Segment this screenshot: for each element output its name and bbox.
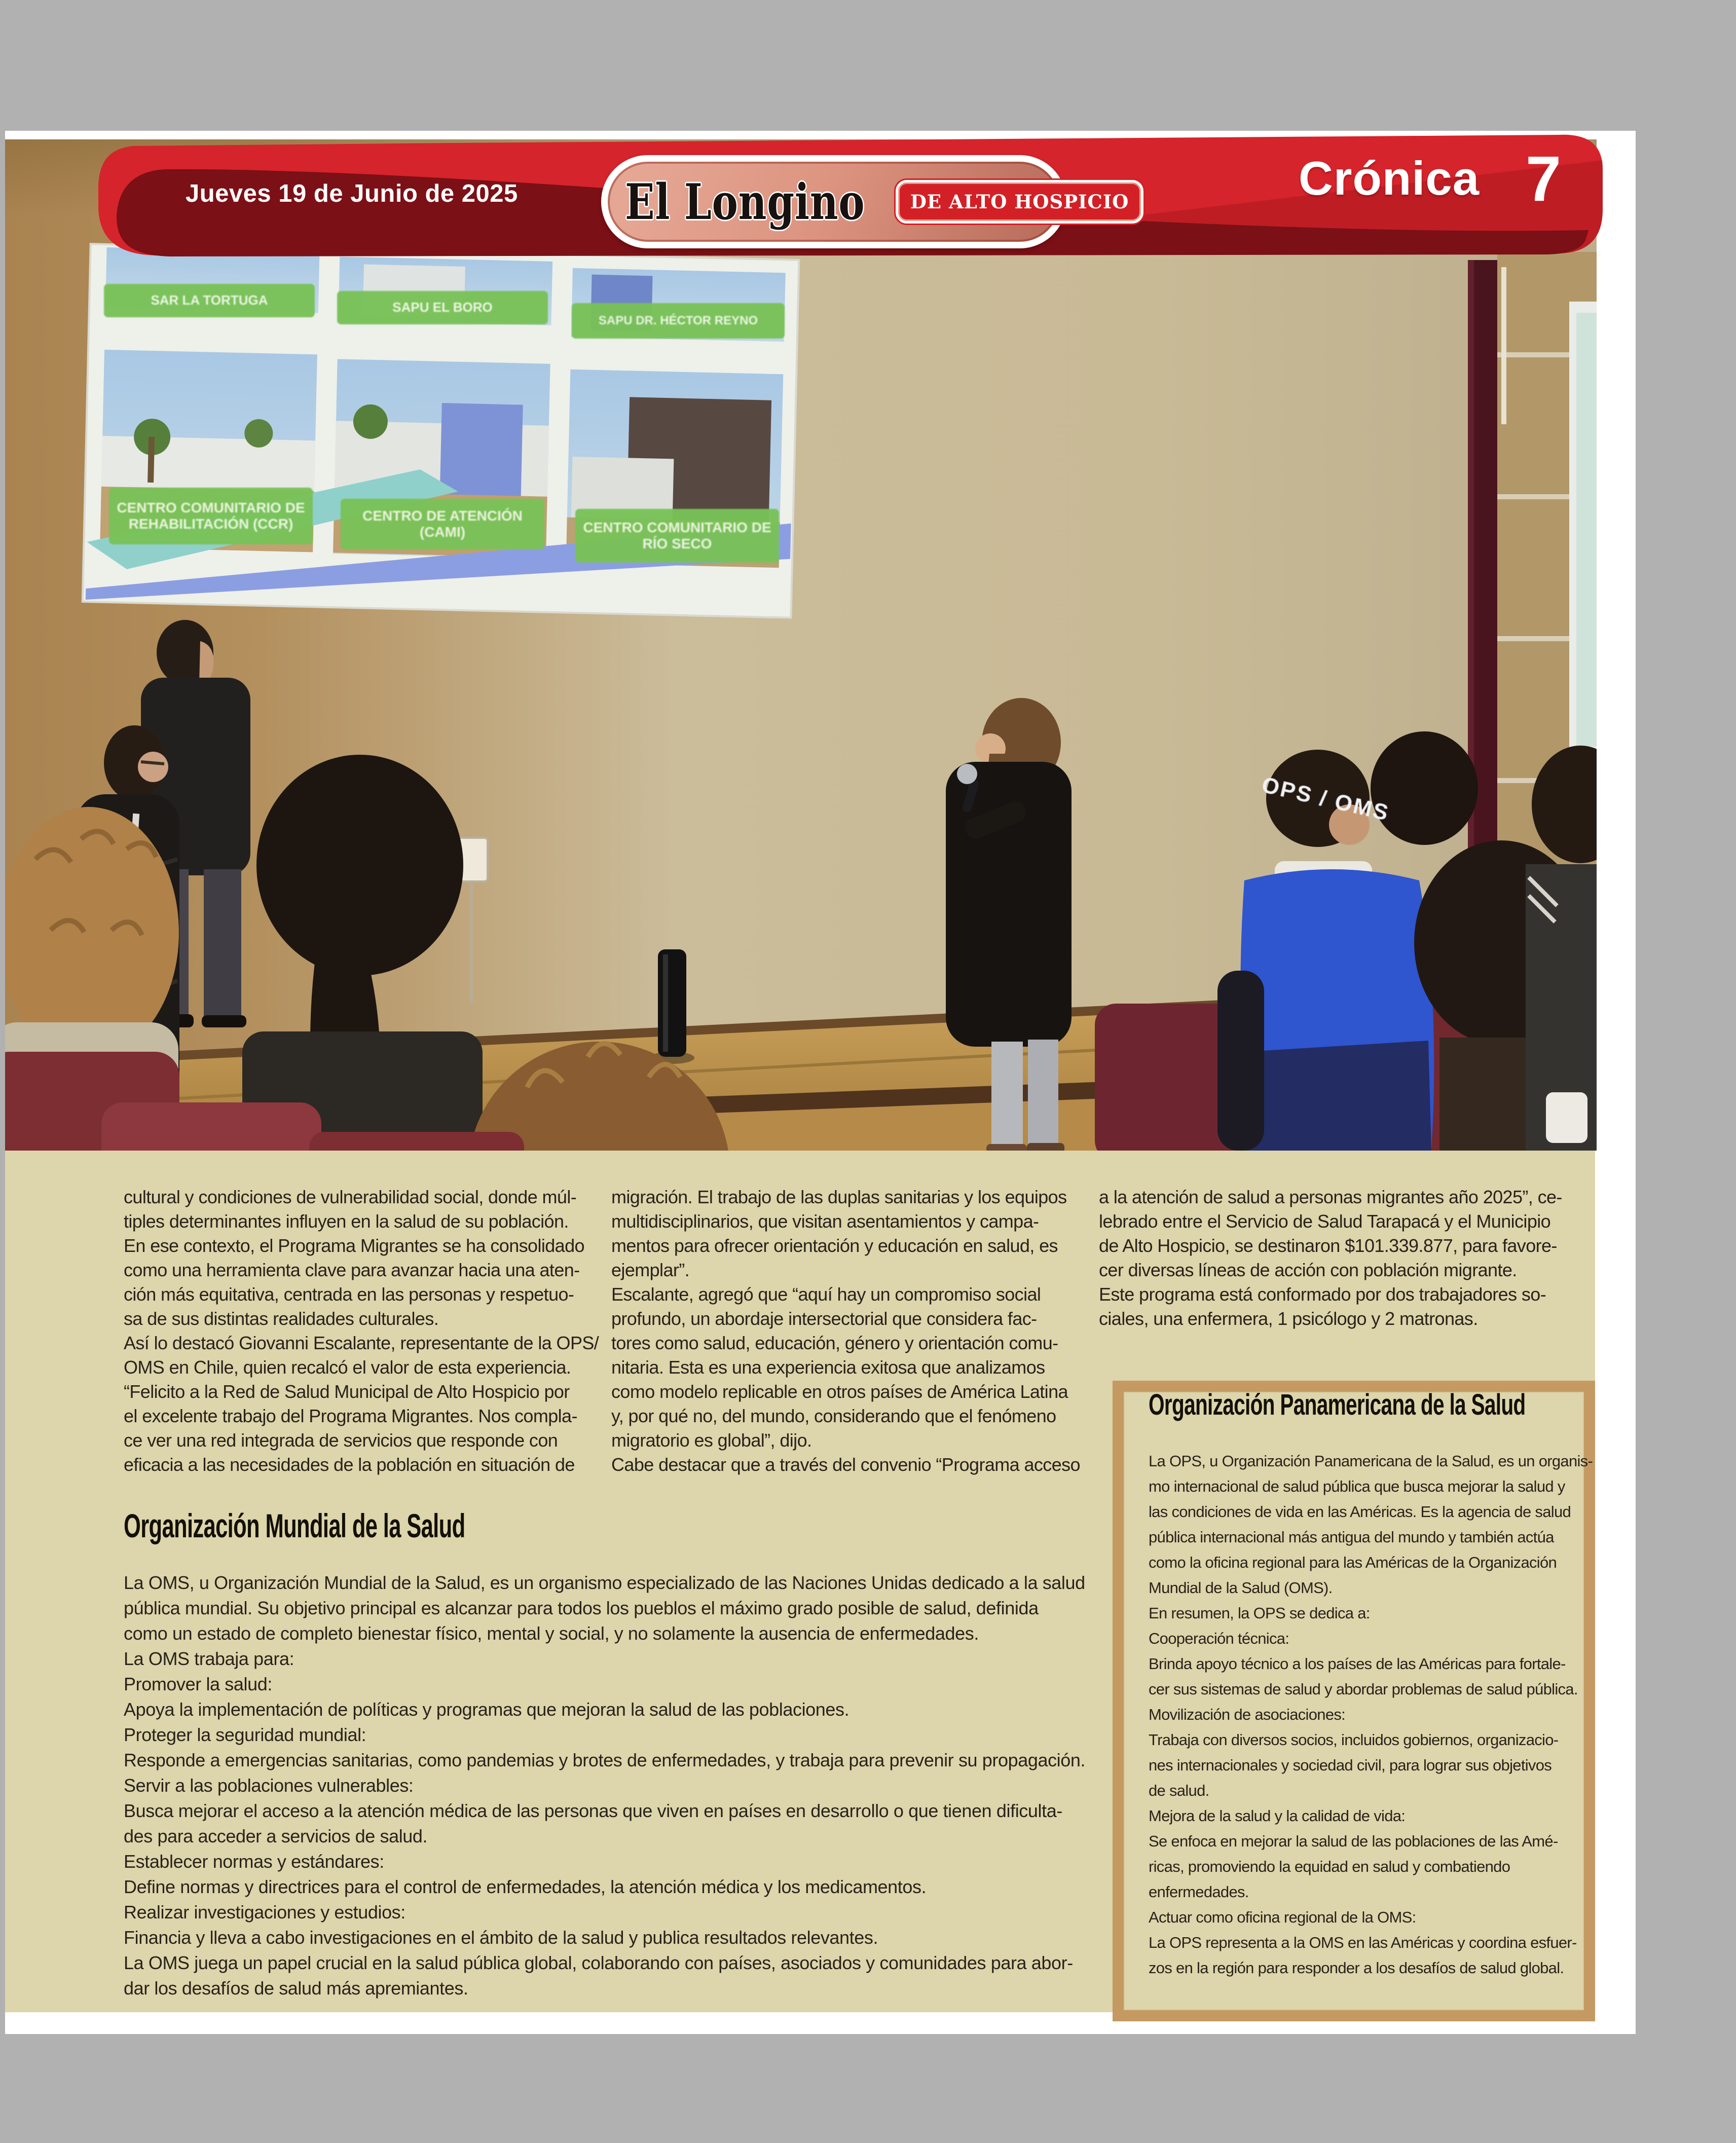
text-line: el excelente trabajo del Programa Migrantes. Nos compla- [124, 1406, 577, 1426]
text-line: Realizar investigaciones y estudios: [124, 1902, 405, 1923]
text-line: ción más equitativa, centrada en las personas y respetuo- [124, 1284, 574, 1305]
text-line: a la atención de salud a personas migrantes año 2025”, ce- [1099, 1187, 1562, 1207]
oms-section-title: Organización Mundial de la Salud [124, 1507, 465, 1544]
text-line: como modelo replicable en otros países de América Latina [611, 1381, 1068, 1402]
text-line: profundo, un abordaje intersectorial que considera fac- [611, 1308, 1037, 1329]
text-line: Establecer normas y estándares: [124, 1851, 384, 1872]
text-line: “Felicito a la Red de Salud Municipal de Alto Hospicio por [124, 1381, 570, 1402]
text-line: des para acceder a servicios de salud. [124, 1826, 428, 1846]
masthead-title: El Longino [625, 173, 865, 231]
text-line: Mejora de la salud y la calidad de vida: [1149, 1807, 1406, 1825]
text-line: pública mundial. Su objetivo principal es alcanzar para todos los pueblos el máximo grado posible de salud, definida [124, 1598, 1039, 1618]
far-right-man [1526, 746, 1597, 1151]
text-line: En resumen, la OPS se dedica a: [1149, 1604, 1370, 1622]
text-line: mentos para ofrecer orientación y educación en salud, es [611, 1235, 1058, 1256]
text-line: y, por qué no, del mundo, considerando que el fenómeno [611, 1406, 1056, 1426]
text-line: eficacia a las necesidades de la población en situación de [124, 1454, 575, 1475]
text-line: La OMS trabaja para: [124, 1648, 294, 1669]
page-number: 7 [1526, 143, 1562, 214]
slide-caption: CENTRO DE ATENCIÓN (CAMI) [341, 499, 544, 549]
edition-date: Jueves 19 de Junio de 2025 [186, 180, 518, 207]
text-line: Define normas y directrices para el control de enfermedades, la atención médica y los medicamentos. [124, 1876, 927, 1897]
text-line: zos en la región para responder a los desafíos de salud global. [1149, 1959, 1564, 1977]
text-line: multidisciplinarios, que visitan asentamientos y campa- [611, 1211, 1039, 1232]
chair [309, 1132, 524, 1151]
text-line: ricas, promoviendo la equidad en salud y combatiendo [1149, 1858, 1510, 1875]
text-line: Apoya la implementación de políticas y programas que mejoran la salud de las poblaciones. [124, 1699, 849, 1720]
slide-caption: CENTRO COMUNITARIO DE REHABILITACIÓN (CCR) [109, 488, 313, 544]
text-line: ciales, una enfermera, 1 psicólogo y 2 matronas. [1099, 1308, 1478, 1329]
audience-blonde-hair [5, 807, 179, 1058]
section-label: Crónica [1299, 152, 1480, 205]
text-line: La OPS, u Organización Panamericana de la Salud, es un organis- [1149, 1452, 1593, 1470]
text-line: Se enfoca en mejorar la salud de las poblaciones de las Amé- [1149, 1832, 1558, 1850]
text-line: cer sus sistemas de salud y abordar problemas de salud pública. [1149, 1680, 1578, 1698]
audience-head [1371, 731, 1478, 845]
masthead-subtitle-badge: DE ALTO HOSPICIO [896, 180, 1144, 224]
text-line: La OPS representa a la OMS en las Américas y coordina esfuer- [1149, 1934, 1577, 1951]
text-line: Brinda apoyo técnico a los países de las Américas para fortale- [1149, 1655, 1566, 1673]
text-line: dar los desafíos de salud más apremiantes. [124, 1978, 468, 1999]
text-line: Trabaja con diversos socios, incluidos gobiernos, organizacio- [1149, 1731, 1559, 1749]
slide-caption: SAR LA TORTUGA [104, 284, 315, 317]
chair [101, 1102, 321, 1151]
text-line: tores como salud, educación, género y orientación comu- [611, 1333, 1058, 1353]
text-line: Cooperación técnica: [1149, 1630, 1289, 1647]
text-line: como la oficina regional para las Américas de la Organización [1149, 1554, 1557, 1571]
text-line: Movilización de asociaciones: [1149, 1706, 1346, 1723]
text-line: Cabe destacar que a través del convenio “Programa acceso [611, 1454, 1080, 1475]
thermos-highlight [663, 954, 668, 1052]
text-line: Mundial de la Salud (OMS). [1149, 1579, 1333, 1597]
vest-label: OPS / OMS [1259, 772, 1392, 826]
text-line: las condiciones de vida en las Américas. Es la agencia de salud [1149, 1503, 1571, 1521]
ops-sidebar-body [1149, 1449, 1593, 1981]
text-line: OMS en Chile, quien recalcó el valor de esta experiencia. [124, 1357, 571, 1378]
article-column-3 [1099, 1185, 1575, 1331]
text-line: ce ver una red integrada de servicios que responde con [124, 1430, 558, 1451]
switch-cord [469, 881, 473, 1003]
ops-sidebar-title: Organización Panamericana de la Salud [1149, 1388, 1526, 1421]
text-line: nes internacionales y sociedad civil, para lograr sus objetivos [1149, 1756, 1552, 1774]
whiteboard-surface [1576, 313, 1597, 747]
text-line: de Alto Hospicio, se destinaron $101.339.877, para favore- [1099, 1235, 1557, 1256]
text-line: como una herramienta clave para avanzar hacia una aten- [124, 1260, 580, 1280]
text-line: nitaria. Esta es una experiencia exitosa que analizamos [611, 1357, 1045, 1378]
text-line: La OMS juega un papel crucial en la salud pública global, colaborando con países, asociados y comunidades para abor- [124, 1952, 1073, 1973]
text-line: ejemplar”. [611, 1260, 690, 1280]
text-line: como un estado de completo bienestar físico, mental y social, y no solamente la ausencia de enfermedades. [124, 1623, 979, 1644]
text-line: Busca mejorar el acceso a la atención médica de las personas que viven en países en desarrollo o que tienen dificulta- [124, 1800, 1062, 1821]
article-column-2 [611, 1185, 1088, 1477]
text-line: pública internacional más antigua del mundo y también actúa [1149, 1528, 1554, 1546]
text-line: migratorio es global”, dijo. [611, 1430, 812, 1451]
text-line: Así lo destacó Giovanni Escalante, representante de la OPS/ [124, 1333, 599, 1353]
text-line: cer diversas líneas de acción con población migrante. [1099, 1260, 1517, 1280]
text-line: Responde a emergencias sanitarias, como pandemias y brotes de enfermedades, y trabaja para prevenir su propagación. [124, 1750, 1086, 1770]
text-line: Escalante, agregó que “aquí hay un compromiso social [611, 1284, 1041, 1305]
text-line: sa de sus distintas realidades culturales. [124, 1308, 439, 1329]
masthead-logo [601, 155, 1129, 248]
text-line: Proteger la seguridad mundial: [124, 1724, 366, 1745]
text-line: Este programa está conformado por dos trabajadores so- [1099, 1284, 1546, 1305]
text-line: Financia y lleva a cabo investigaciones en el ámbito de la salud y publica resultados relevantes. [124, 1927, 878, 1948]
slide-caption: CENTRO COMUNITARIO DE RÍO SECO [575, 509, 779, 563]
text-line: La OMS, u Organización Mundial de la Salud, es un organismo especializado de las Naciones Unidas dedicado a la salud [124, 1572, 1085, 1593]
text-line: migración. El trabajo de las duplas sanitarias y los equipos [611, 1187, 1067, 1207]
text-line: lebrado entre el Servicio de Salud Tarapacá y el Municipio [1099, 1211, 1551, 1232]
slide-caption: SAPU EL BORO [337, 291, 548, 324]
text-line: tiples determinantes influyen en la salud de su población. [124, 1211, 569, 1232]
text-line: Servir a las poblaciones vulnerables: [124, 1775, 414, 1796]
text-line: Actuar como oficina regional de la OMS: [1149, 1908, 1416, 1926]
column-trim [1501, 267, 1506, 424]
text-line: En ese contexto, el Programa Migrantes se ha consolidado [124, 1235, 584, 1256]
slide-caption: SAPU DR. HÉCTOR REYNO [572, 303, 785, 339]
text-line: Promover la salud: [124, 1674, 272, 1694]
article-column-1 [124, 1185, 600, 1477]
text-line: mo internacional de salud pública que busca mejorar la salud y [1149, 1477, 1565, 1495]
text-line: cultural y condiciones de vulnerabilidad social, donde múl- [124, 1187, 577, 1207]
thermos [658, 949, 686, 1057]
text-line: de salud. [1149, 1782, 1209, 1799]
text-line: enfermedades. [1149, 1883, 1249, 1901]
